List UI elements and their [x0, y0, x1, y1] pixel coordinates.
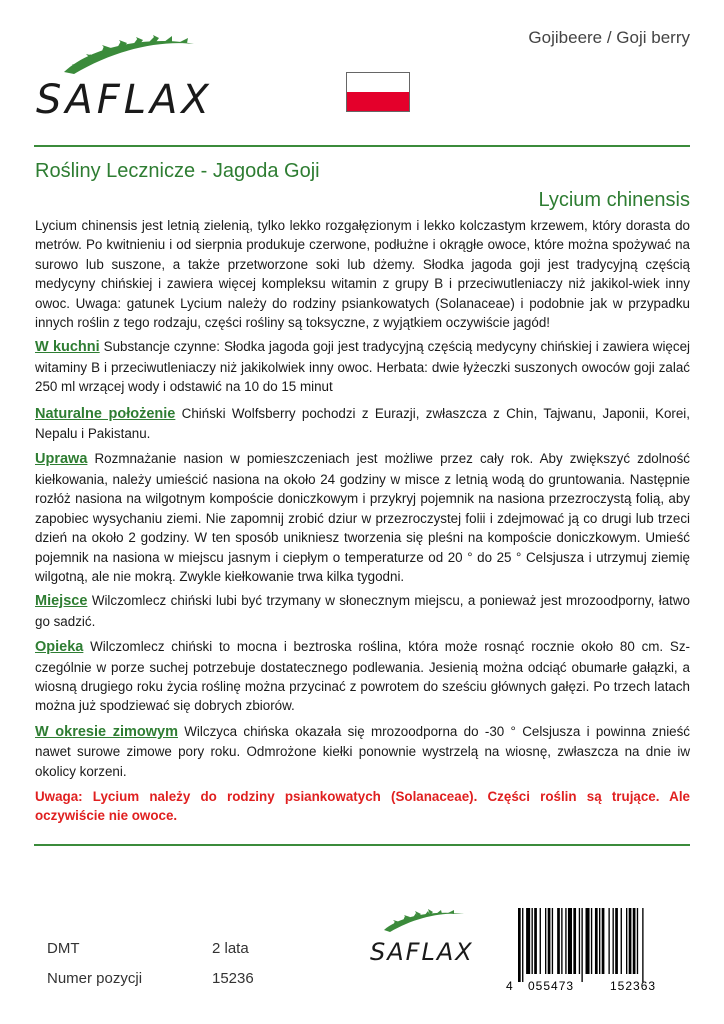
- section-heading: Naturalne położenie: [35, 405, 176, 422]
- section-text: Rozmnażanie nasion w pomieszczeniach jest możliwe przez cały rok. Aby zwiększyć zdolność kiełkowania, należy umieścić nasiona na około 24 godziny w misce z letnią wodą do gruntowania. Następnie rozłóż nasiona na wilgotnym kompoście doniczkowym i przykryj pojemnik na nasiona przezroczystą folią, aby zapobiec wysychaniu ziemi. Nie zapomnij zrobić dziur w przezroczystej folii i zdejmować ją co drugi lub trzeci dzień na około 2 godziny. W ten sposób unikniesz tworzenia się pleśni na kompoście doniczkowym. Umieść pojemnik na nasiona w miejscu jasnym i ciepłym o temperaturze od 20 ° do 25 ° Celsjusza i utrzymuj ziemię wilgotną, ale nie mokrą. Zwykle kiełkowanie trwa kilka tygodni.: [35, 451, 690, 584]
- description-body: [35, 216, 690, 825]
- leaf-swoosh-icon: [64, 35, 194, 74]
- top-divider: [34, 145, 690, 147]
- page-title: Rośliny Lecznicze - Jagoda Goji: [35, 160, 320, 182]
- bottom-divider: [34, 844, 690, 846]
- flag-stripe-red: [347, 92, 409, 111]
- barcode: [506, 908, 690, 992]
- section-heading: Opieka: [35, 639, 84, 656]
- flag-stripe-white: [347, 73, 409, 92]
- section-text: Wilczyca chińska okazała się mrozoodporna do -30 ° Celsjusza i powinna znieść nawet surowe zimowe pory roku. Odmrożone kiełki ponownie wystrzelą na wiosnę, zwłaszcza na dnie iw okolicy korzeni.: [35, 723, 691, 779]
- section-care: [35, 637, 690, 716]
- barcode-lead-digit: 4: [506, 979, 513, 992]
- barcode-left-digits: 055473: [528, 979, 575, 992]
- section-heading: W kuchni: [35, 339, 100, 356]
- toxicity-warning: Uwaga: Lycium należy do rodziny psiankowatych (Solanaceae). Części roślin są trujące. Ale oczywiście nie owoce.: [35, 788, 690, 823]
- barcode-bars: [518, 908, 644, 982]
- section-location: [35, 591, 690, 631]
- saflax-logo: [34, 30, 234, 130]
- position-value: 15236: [212, 970, 254, 987]
- footer-saflax-logo: [368, 906, 488, 968]
- product-name: Gojibeere / Goji berry: [528, 28, 690, 47]
- section-text: Substancje czynne: Słodka jagoda goji jest tradycyjną częścią medycyny chińskiej i zawiera więcej witaminy B i przeciwutleniaczy niż jakikolwiek inny owoc. Herbata: dwie łyżeczki suszonych owoców goji zalać 250 ml wrzącej wody i odstawić na 10 do 15 minut: [35, 339, 690, 395]
- brand-wordmark: SAFLAX: [370, 938, 474, 966]
- section-heading: W okresie zimowym: [35, 723, 178, 740]
- section-habitat: [35, 404, 690, 444]
- section-heading: Miejsce: [35, 593, 88, 610]
- section-text: Wilczomlecz chiński to mocna i beztroska roślina, która może rosnąć rocznie około 80 cm. Sz-czególnie w porze suchej potrzebuje dostatecznego podlewania. Jesienią można odciąć obumarłe gałązki, a wiosną drugiego roku życia roślinę można przycinać z powrotem do sześciu głównych gałęzi. Po trzech latach można już spodziewać się dobrych zbiorów.: [35, 639, 690, 714]
- barcode-right-digits: 152363: [610, 979, 657, 992]
- position-label: Numer pozycji: [47, 970, 143, 987]
- polish-flag: [346, 72, 410, 112]
- section-text: Chiński Wolfsberry pochodzi z Eurazji, zwłaszcza z Chin, Tajwanu, Japonii, Korei, Nepalu i Pakistanu.: [35, 405, 690, 442]
- section-winter: [35, 722, 690, 781]
- section-kitchen: [35, 337, 690, 396]
- section-cultivation: [35, 449, 690, 586]
- intro-paragraph: Lycium chinensis jest letnią zielenią, tylko lekko rozgałęzionym i lekko kolczastym krzewem, który dorasta do metrów. Po kwitnieniu i od sierpnia produkuje czerwone, podłużne i okrągłe owoce, które można spożywać na surowo lub suszone, a także przetworzone soki lub dżemy. Słodka jagoda goji jest tradycyjną częścią medycyny chińskiej i zawiera więcej kompleksu witamin z grupy B i przeciwutleniaczy niż jakikol-wiek inny owoc. Uwaga: gatunek Lycium należy do rodziny psiankowatych (Solanaceae) i podobnie jak w przypadku innych roślin z tego rodzaju, części rośliny są toksyczne, z wyjątkiem oczywiście jagód!: [35, 218, 690, 331]
- brand-wordmark: SAFLAX: [36, 77, 213, 123]
- dmt-value: 2 lata: [212, 940, 249, 957]
- section-text: Wilczomlecz chiński lubi być trzymany w słonecznym miejscu, a ponieważ jest mrozoodporny, łatwo go sadzić.: [35, 593, 690, 629]
- latin-name: Lycium chinensis: [538, 189, 690, 211]
- section-heading: Uprawa: [35, 451, 88, 468]
- dmt-label: DMT: [47, 940, 80, 957]
- leaf-swoosh-icon: [384, 909, 464, 932]
